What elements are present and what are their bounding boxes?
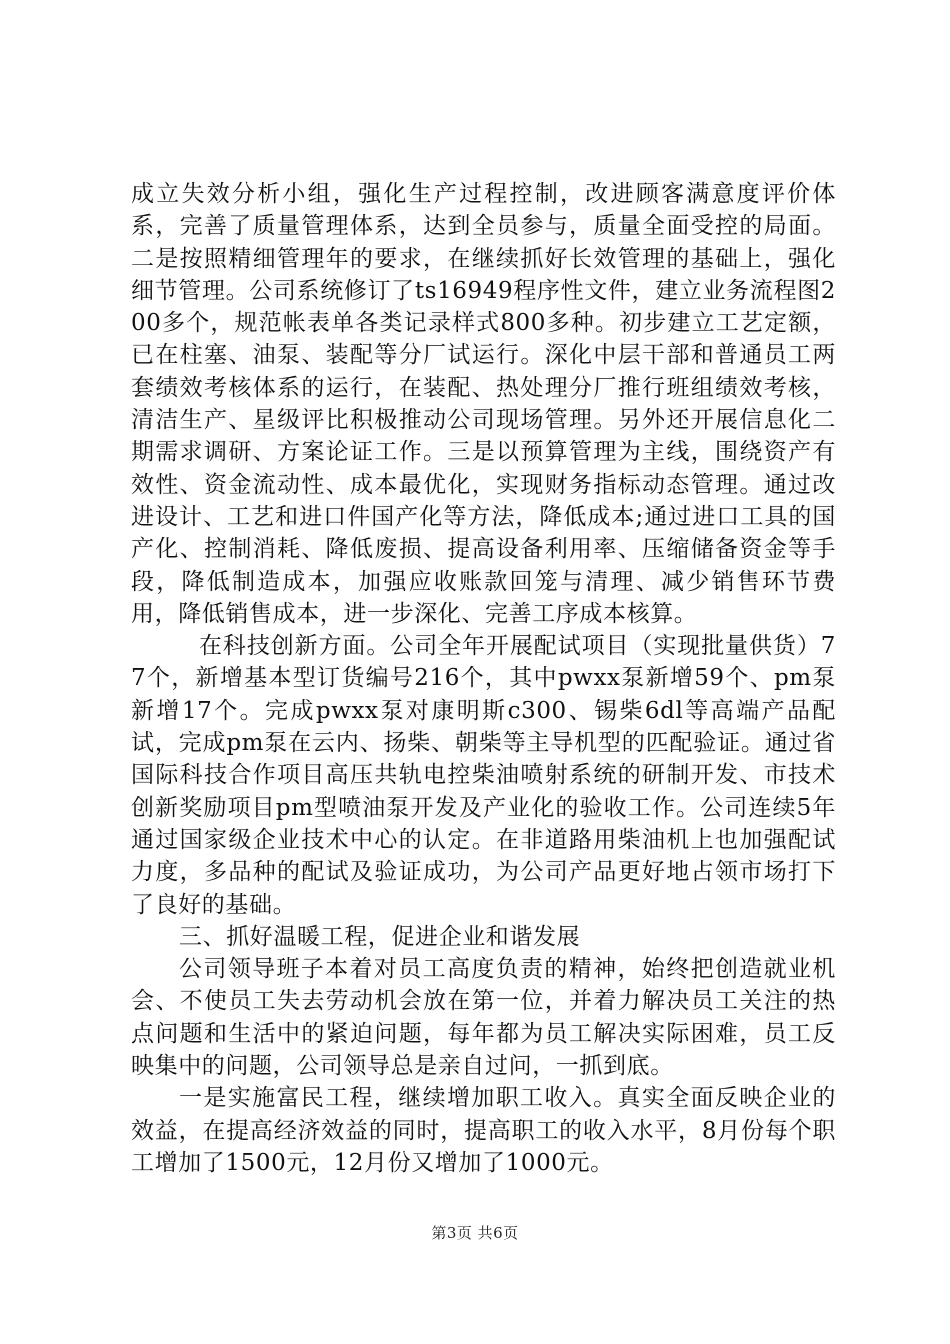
section-heading-warmth-project: 三、抓好温暖工程，促进企业和谐发展 [179, 923, 581, 950]
document-body [131, 178, 836, 1179]
paragraph-quality-management: 成立失效分析小组，强化生产过程控制，改进顾客满意度评价体系，完善了质量管理体系，达到全员参与，质量全面受控的局面。二是按照精细管理年的要求，在继续抓好长效管理的基础上，强化细节管理。公司系统修订了ts16949程序性文件，建立业务流程图200多个，规范帐表单各类记录样式800多种。初步建立工艺定额，已在柱塞、油泵、装配等分厂试运行。深化中层干部和普通员工两套绩效考核体系的运行，在装配、热处理分厂推行班组绩效考核，清洁生产、星级评比积极推动公司现场管理。另外还开展信息化二期需求调研、方案论证工作。三是以预算管理为主线，围绕资产有效性、资金流动性、成本最优化，实现财务指标动态管理。通过改进设计、工艺和进口件国产化等方法，降低成本;通过进口工具的国产化、控制消耗、降低废损、提高设备利用率、压缩储备资金等手段，降低制造成本，加强应收账款回笼与清理、减少销售环节费用，降低销售成本，进一步深化、完善工序成本核算。 [131, 181, 836, 627]
paragraph-tech-innovation: 在科技创新方面。公司全年开展配试项目（实现批量供货）77个，新增基本型订货编号216个，其中pwxx泵新增59个、pm泵新增17个。完成pwxx泵对康明斯c300、锡柴6dl等高端产品配试，完成pm泵在云内、扬柴、朝柴等主导机型的匹配验证。通过省国际科技合作项目高压共轨电控柴油喷射系统的研制开发、市技术创新奖励项目pm型喷油泵开发及产业化的验收工作。公司连续5年通过国家级企业技术中心的认定。在非道路用柴油机上也加强配试力度，多品种的配试及验证成功，为公司产品更好地占领市场打下了良好的基础。 [131, 633, 836, 918]
paragraph-income-increase: 一是实施富民工程，继续增加职工收入。真实全面反映企业的效益，在提高经济效益的同时，提高职工的收入水平，8月份每个职工增加了1500元，12月份又增加了1000元。 [131, 1085, 836, 1176]
page-number-footer: 第3页 共6页 [431, 1224, 519, 1242]
paragraph-leadership: 公司领导班子本着对员工高度负责的精神，始终把创造就业机会、不使员工失去劳动机会放在第一位，并着力解决员工关注的热点问题和生活中的紧迫问题，每年都为员工解决实际困难，员工反映集中的问题，公司领导总是亲自过问，一抓到底。 [131, 956, 836, 1080]
